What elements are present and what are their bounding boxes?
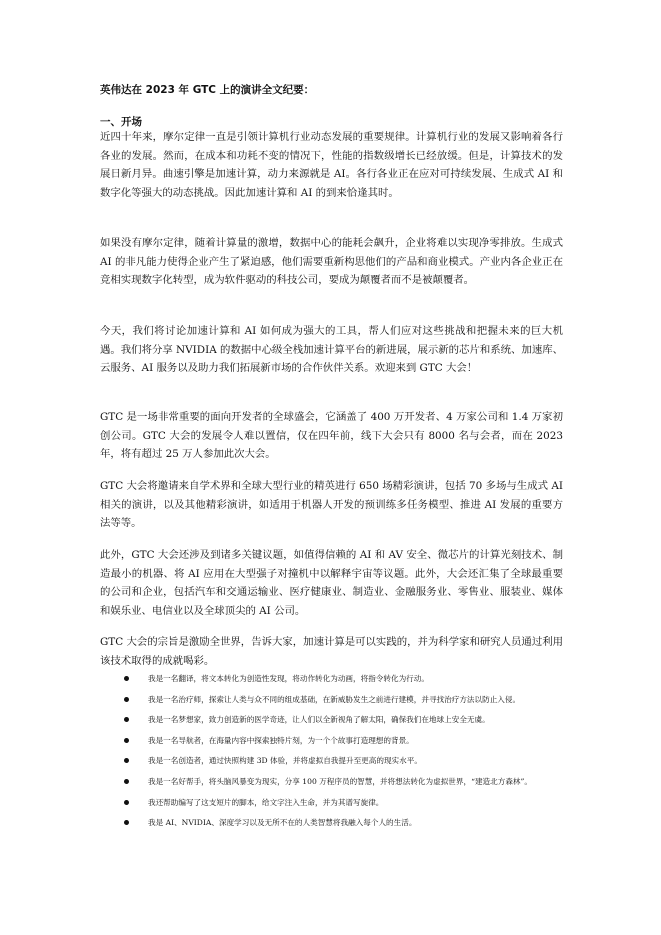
bullet-icon bbox=[124, 697, 129, 702]
paragraph-gtc-scale: GTC 是一场非常重要的面向开发者的全球盛会，它涵盖了 400 万开发者、4 万家公司和 1.4 万家初创公司。GTC 大会的发展令人难以置信，仅在四年前，线下大会只有 8000 名与会者，而在 2023 年，将有超过 25 万人参加此次大会。 bbox=[100, 411, 563, 460]
section-heading-opening: 一、开场 bbox=[100, 116, 142, 128]
list-item-text: 我是一名好帮手，将头脑风暴变为现实，分享 100 万程序员的智慧，并将想法转化为虚拟世界，“建造北方森林”。 bbox=[148, 776, 532, 786]
list-item-text: 我是一名治疗师，探索让人类与众不同的组成基础，在新威胁发生之前进行建模，并寻找治疗方法以防止入侵。 bbox=[148, 694, 521, 704]
bullet-icon bbox=[124, 676, 129, 681]
bullet-icon bbox=[124, 800, 129, 805]
list-item bbox=[100, 732, 563, 749]
list-item-text: 我是一名梦想家，致力创造新的医学奇迹，让人们以全新视角了解太阳，确保我们在地球上安全无虞。 bbox=[148, 715, 490, 725]
list-item-text: 我是一名导航者，在海量内容中探索独特片刻，为一个个故事打造理想的背景。 bbox=[148, 735, 414, 745]
list-item bbox=[100, 711, 563, 728]
list-item bbox=[100, 814, 563, 831]
paragraph-moores-law: 近四十年来，摩尔定律一直是引领计算机行业动态发展的重要规律。计算机行业的发展又影响着各行各业的发展。然而，在成本和功耗不变的情况下，性能的指数级增长已经放缓。但是，计算技术的发展日新月异。曲速引擎是加速计算，动力来源就是 AI。各行各业正在应对可持续发展、生成式 AI 和数字化等强大的动态挑战。因此加速计算和 AI 的到来恰逢其时。 bbox=[100, 131, 563, 199]
paragraph-talks: GTC 大会将邀请来自学术界和全球大型行业的精英进行 650 场精彩演讲，包括 70 多场与生成式 AI 相关的演讲，以及其他精彩演讲，如适用于机器人开发的预训练多任务模型、推进 AI 发展的重要方法等等。 bbox=[100, 480, 563, 529]
bullet-icon bbox=[124, 779, 129, 784]
list-item bbox=[100, 752, 563, 769]
paragraph-energy: 如果没有摩尔定律，随着计算量的激增，数据中心的能耗会飙升，企业将难以实现净零排放。生成式 AI 的非凡能力使得企业产生了紧迫感，他们需要重新构思他们的产品和商业模式。产业内各企业正在竞相实现数字化转型，成为软件驱动的科技公司，要成为颠覆者而不是被颠覆者。 bbox=[100, 237, 563, 286]
bullet-icon bbox=[124, 758, 129, 763]
list-item-text: 我是 AI、NVIDIA、深度学习以及无所不在的人类智慧将我融入每个人的生活。 bbox=[148, 818, 417, 828]
list-item-text: 我还帮助编写了这支短片的脚本，给文字注入生命，并为其谱写旋律。 bbox=[148, 797, 384, 807]
paragraph-today: 今天，我们将讨论加速计算和 AI 如何成为强大的工具，帮人们应对这些挑战和把握未来的巨大机遇。我们将分享 NVIDIA 的数据中心级全栈加速计算平台的新进展，展示新的芯片和系统、加速库、云服务、AI 服务以及助力我们拓展新市场的合作伙伴关系。欢迎来到 GTC 大会！ bbox=[100, 325, 563, 374]
paragraph-purpose: GTC 大会的宗旨是激励全世界，告诉大家，加速计算是可以实践的，并为科学家和研究人员通过利用该技术取得的成就喝彩。 bbox=[100, 636, 563, 667]
bullet-list bbox=[100, 670, 563, 835]
document-title: 英伟达在 2023 年 GTC 上的演讲全文纪要： bbox=[100, 84, 315, 96]
list-item bbox=[100, 670, 563, 687]
list-item-text: 我是一名翻译，将文本转化为创造性发现，将动作转化为动画，将指令转化为行动。 bbox=[148, 674, 429, 683]
list-item bbox=[100, 773, 563, 790]
bullet-icon bbox=[124, 820, 129, 825]
list-item bbox=[100, 794, 563, 811]
bullet-icon bbox=[124, 738, 129, 743]
bullet-icon bbox=[124, 717, 129, 722]
list-item-text: 我是一名创造者，通过快照构建 3D 体验，并将虚拟自我提升至更高的现实水平。 bbox=[148, 756, 422, 766]
paragraph-topics: 此外，GTC 大会还涉及到诸多关键议题，如值得信赖的 AI 和 AV 安全、微芯片的计算光刻技术、制造最小的机器、将 AI 应用在大型强子对撞机中以解释宇宙等议题。此外，大会还汇集了全球最重要的公司和企业，包括汽车和交通运输业、医疗健康业、制造业、金融服务业、零售业、服装业、媒体和娱乐业、电信业以及全球顶尖的 AI 公司。 bbox=[100, 549, 563, 617]
list-item bbox=[100, 691, 563, 708]
